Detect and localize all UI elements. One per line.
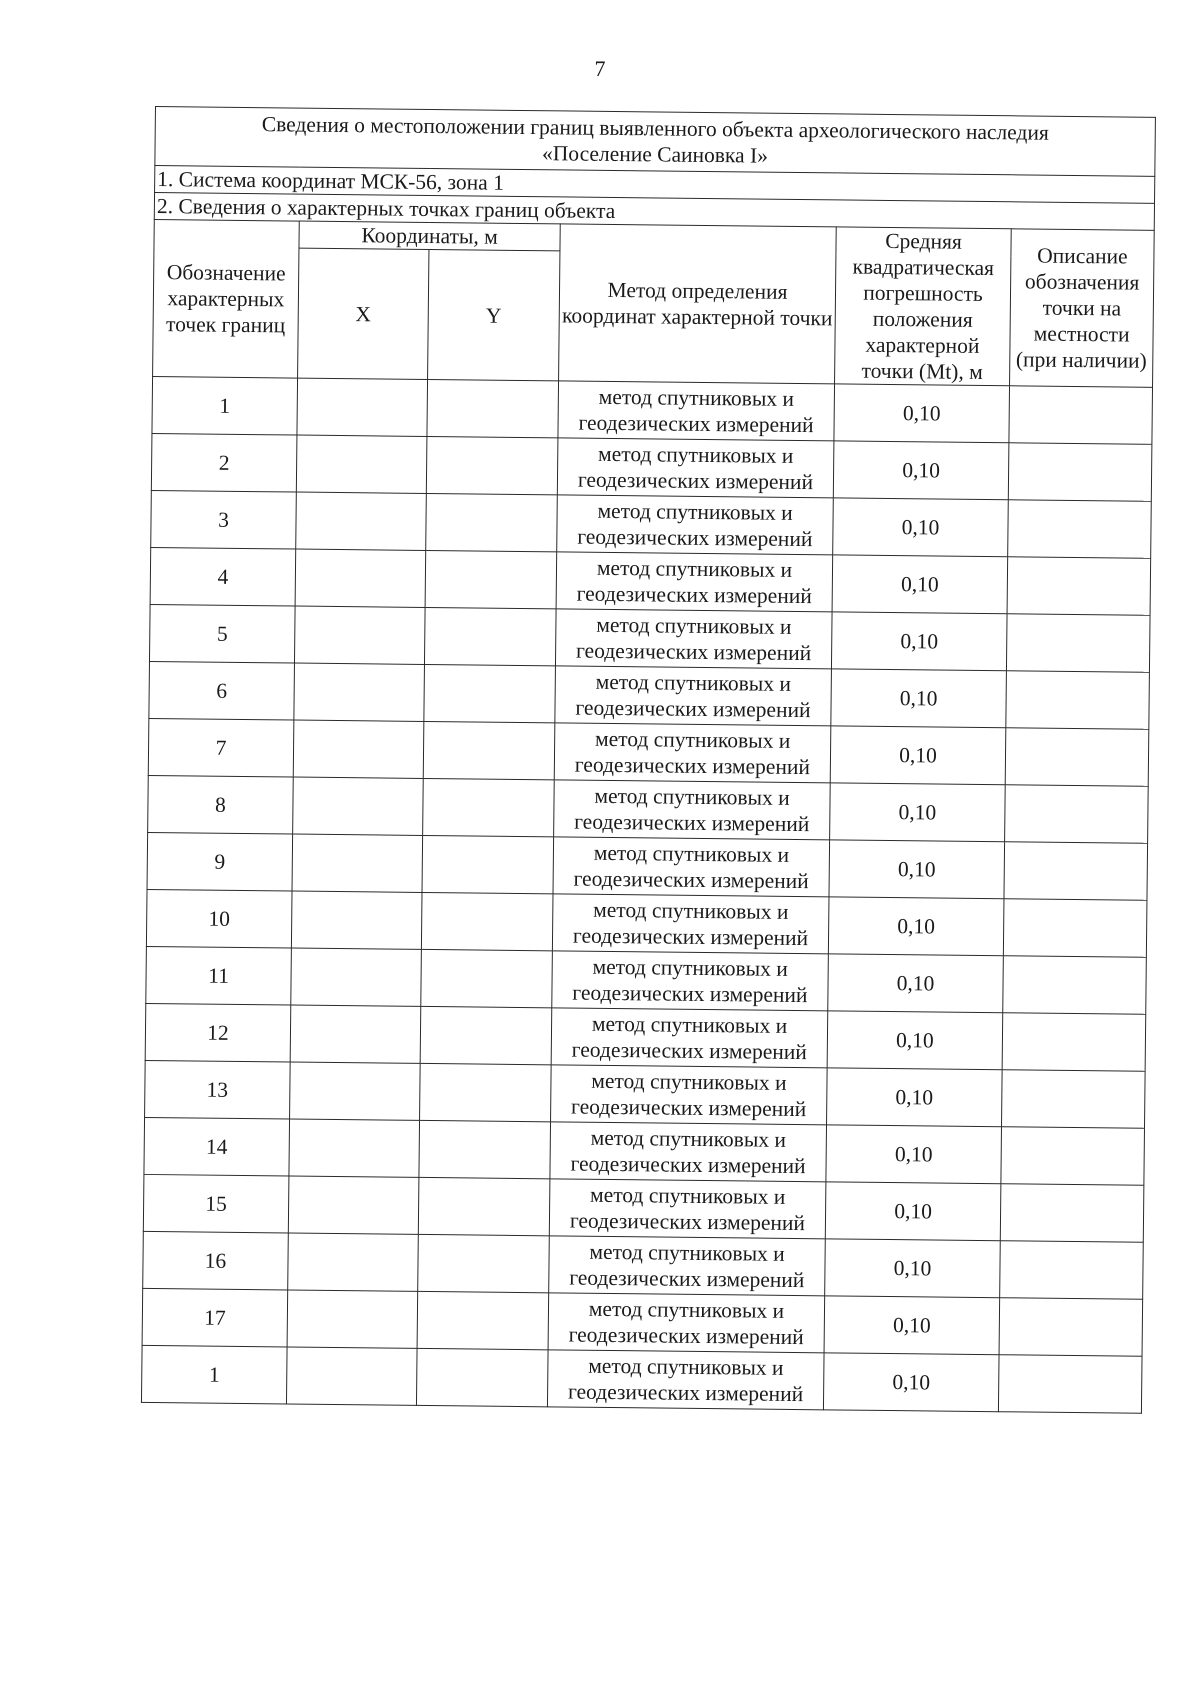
cell-method: метод спутниковых и геодезических измерений <box>557 495 834 555</box>
cell-point: 4 <box>150 547 296 606</box>
cell-method: метод спутниковых и геодезических измерений <box>550 1122 827 1182</box>
cell-x <box>296 435 427 493</box>
cell-method: метод спутниковых и геодезических измерений <box>551 1065 828 1125</box>
cell-error: 0,10 <box>828 954 1004 1013</box>
cell-point: 12 <box>145 1003 291 1062</box>
cell-method: метод спутниковых и геодезических измерений <box>555 609 832 669</box>
cell-error: 0,10 <box>824 1296 1000 1355</box>
cell-y <box>426 436 558 494</box>
cell-x <box>290 1062 421 1120</box>
header-coordinates: Координаты, м <box>299 221 560 251</box>
cell-y <box>419 1120 551 1178</box>
cell-description <box>1003 899 1147 958</box>
cell-x <box>288 1233 419 1291</box>
cell-y <box>427 379 559 437</box>
cell-description <box>1001 1127 1145 1186</box>
cell-x <box>292 834 423 892</box>
cell-error: 0,10 <box>825 1182 1001 1241</box>
cell-y <box>420 1063 552 1121</box>
cell-method: метод спутниковых и геодезических измерений <box>552 894 829 954</box>
cell-point: 1 <box>152 376 298 435</box>
cell-error: 0,10 <box>831 612 1007 671</box>
header-y: Y <box>428 250 560 381</box>
cell-y <box>426 493 558 551</box>
cell-description <box>1009 386 1153 445</box>
cell-error: 0,10 <box>827 1068 1003 1127</box>
cell-error: 0,10 <box>834 384 1010 443</box>
cell-method: метод спутниковых и геодезических измерений <box>551 1008 828 1068</box>
cell-error: 0,10 <box>827 1011 1003 1070</box>
cell-point: 1 <box>141 1345 287 1404</box>
cell-x <box>294 663 425 721</box>
cell-error: 0,10 <box>829 840 1005 899</box>
cell-method: метод спутниковых и геодезических измерений <box>552 951 829 1011</box>
cell-point: 14 <box>144 1117 290 1176</box>
cell-method: метод спутниковых и геодезических измерений <box>557 438 834 498</box>
cell-point: 15 <box>143 1174 289 1233</box>
cell-x <box>296 492 427 550</box>
cell-point: 7 <box>148 718 294 777</box>
table-title-line-1: Сведения о местоположении границ выявленного объекта археологического наследия <box>261 112 1049 145</box>
cell-description <box>1002 1013 1146 1072</box>
cell-y <box>417 1291 549 1349</box>
cell-error: 0,10 <box>833 498 1009 557</box>
cell-x <box>293 720 424 778</box>
cell-method: метод спутниковых и геодезических измерений <box>556 552 833 612</box>
cell-x <box>291 891 422 949</box>
table-title-line-2: «Поселение Саиновка I» <box>541 141 769 168</box>
cell-description <box>1005 785 1149 844</box>
page-number: 7 <box>594 56 606 81</box>
cell-method: метод спутниковых и геодезических измерений <box>554 723 831 783</box>
cell-description <box>1008 500 1152 559</box>
cell-error: 0,10 <box>826 1125 1002 1184</box>
cell-description <box>1002 1070 1146 1129</box>
cell-point: 3 <box>151 490 297 549</box>
cell-description <box>1000 1241 1144 1300</box>
coordinate-system: 1. Система координат МСК-56, зона 1 <box>155 166 1155 204</box>
cell-method: метод спутниковых и геодезических измерений <box>548 1293 825 1353</box>
cell-method: метод спутниковых и геодезических измерений <box>549 1236 826 1296</box>
cell-x <box>294 606 425 664</box>
cell-y <box>421 892 553 950</box>
cell-point: 13 <box>145 1060 291 1119</box>
header-x: X <box>298 248 429 379</box>
points-info: 2. Сведения о характерных точках границ объекта <box>154 193 1154 231</box>
cell-description <box>1007 557 1151 616</box>
cell-y <box>418 1234 550 1292</box>
cell-x <box>290 1005 421 1063</box>
cell-error: 0,10 <box>828 897 1004 956</box>
cell-description <box>1005 728 1149 787</box>
cell-point: 5 <box>149 604 295 663</box>
cell-error: 0,10 <box>832 555 1008 614</box>
cell-point: 11 <box>146 946 292 1005</box>
cell-method: метод спутниковых и геодезических измерений <box>558 381 835 441</box>
cell-description <box>998 1355 1142 1414</box>
cell-x <box>293 777 424 835</box>
cell-x <box>287 1290 418 1348</box>
cell-description <box>1004 842 1148 901</box>
cell-point: 2 <box>151 433 297 492</box>
cell-y <box>424 664 556 722</box>
header-description: Описание обозначения точки на местности (при наличии) <box>1010 229 1155 388</box>
cell-description <box>999 1298 1143 1357</box>
cell-y <box>425 550 557 608</box>
cell-x <box>289 1119 420 1177</box>
cell-point: 16 <box>143 1231 289 1290</box>
cell-description <box>1006 614 1150 673</box>
cell-description <box>1008 443 1152 502</box>
table-row <box>141 1345 1142 1413</box>
cell-y <box>421 949 553 1007</box>
cell-y <box>423 721 555 779</box>
cell-point: 8 <box>148 775 294 834</box>
cell-x <box>286 1347 417 1405</box>
cell-point: 10 <box>146 889 292 948</box>
cell-error: 0,10 <box>823 1353 999 1412</box>
cell-y <box>423 778 555 836</box>
cell-description <box>1006 671 1150 730</box>
cell-x <box>291 948 422 1006</box>
cell-y <box>420 1006 552 1064</box>
cell-description <box>1003 956 1147 1015</box>
cell-error: 0,10 <box>830 783 1006 842</box>
header-error: Средняя квадратическая погрешность положения характерной точки (Mt), м <box>835 227 1012 386</box>
cell-error: 0,10 <box>831 669 1007 728</box>
cell-point: 9 <box>147 832 293 891</box>
cell-x <box>295 549 426 607</box>
cell-y <box>422 835 554 893</box>
header-point: Обозначение характерных точек границ <box>153 219 300 378</box>
cell-method: метод спутниковых и геодезических измерений <box>547 1350 824 1410</box>
cell-method: метод спутниковых и геодезических измерений <box>555 666 832 726</box>
cell-error: 0,10 <box>833 441 1009 500</box>
cell-description <box>1000 1184 1144 1243</box>
cell-method: метод спутниковых и геодезических измерений <box>553 837 830 897</box>
cell-y <box>424 607 556 665</box>
cell-y <box>418 1177 550 1235</box>
cell-point: 6 <box>149 661 295 720</box>
table-title <box>155 107 1156 177</box>
cell-method: метод спутниковых и геодезических измерений <box>554 780 831 840</box>
cell-point: 17 <box>142 1288 288 1347</box>
header-method: Метод определения координат характерной точки <box>559 224 837 384</box>
cell-error: 0,10 <box>830 726 1006 785</box>
cell-x <box>297 378 428 436</box>
cell-y <box>416 1348 548 1406</box>
cell-method: метод спутниковых и геодезических измерений <box>549 1179 826 1239</box>
cell-error: 0,10 <box>825 1239 1001 1298</box>
cell-x <box>288 1176 419 1234</box>
boundary-points-table <box>141 106 1156 1414</box>
